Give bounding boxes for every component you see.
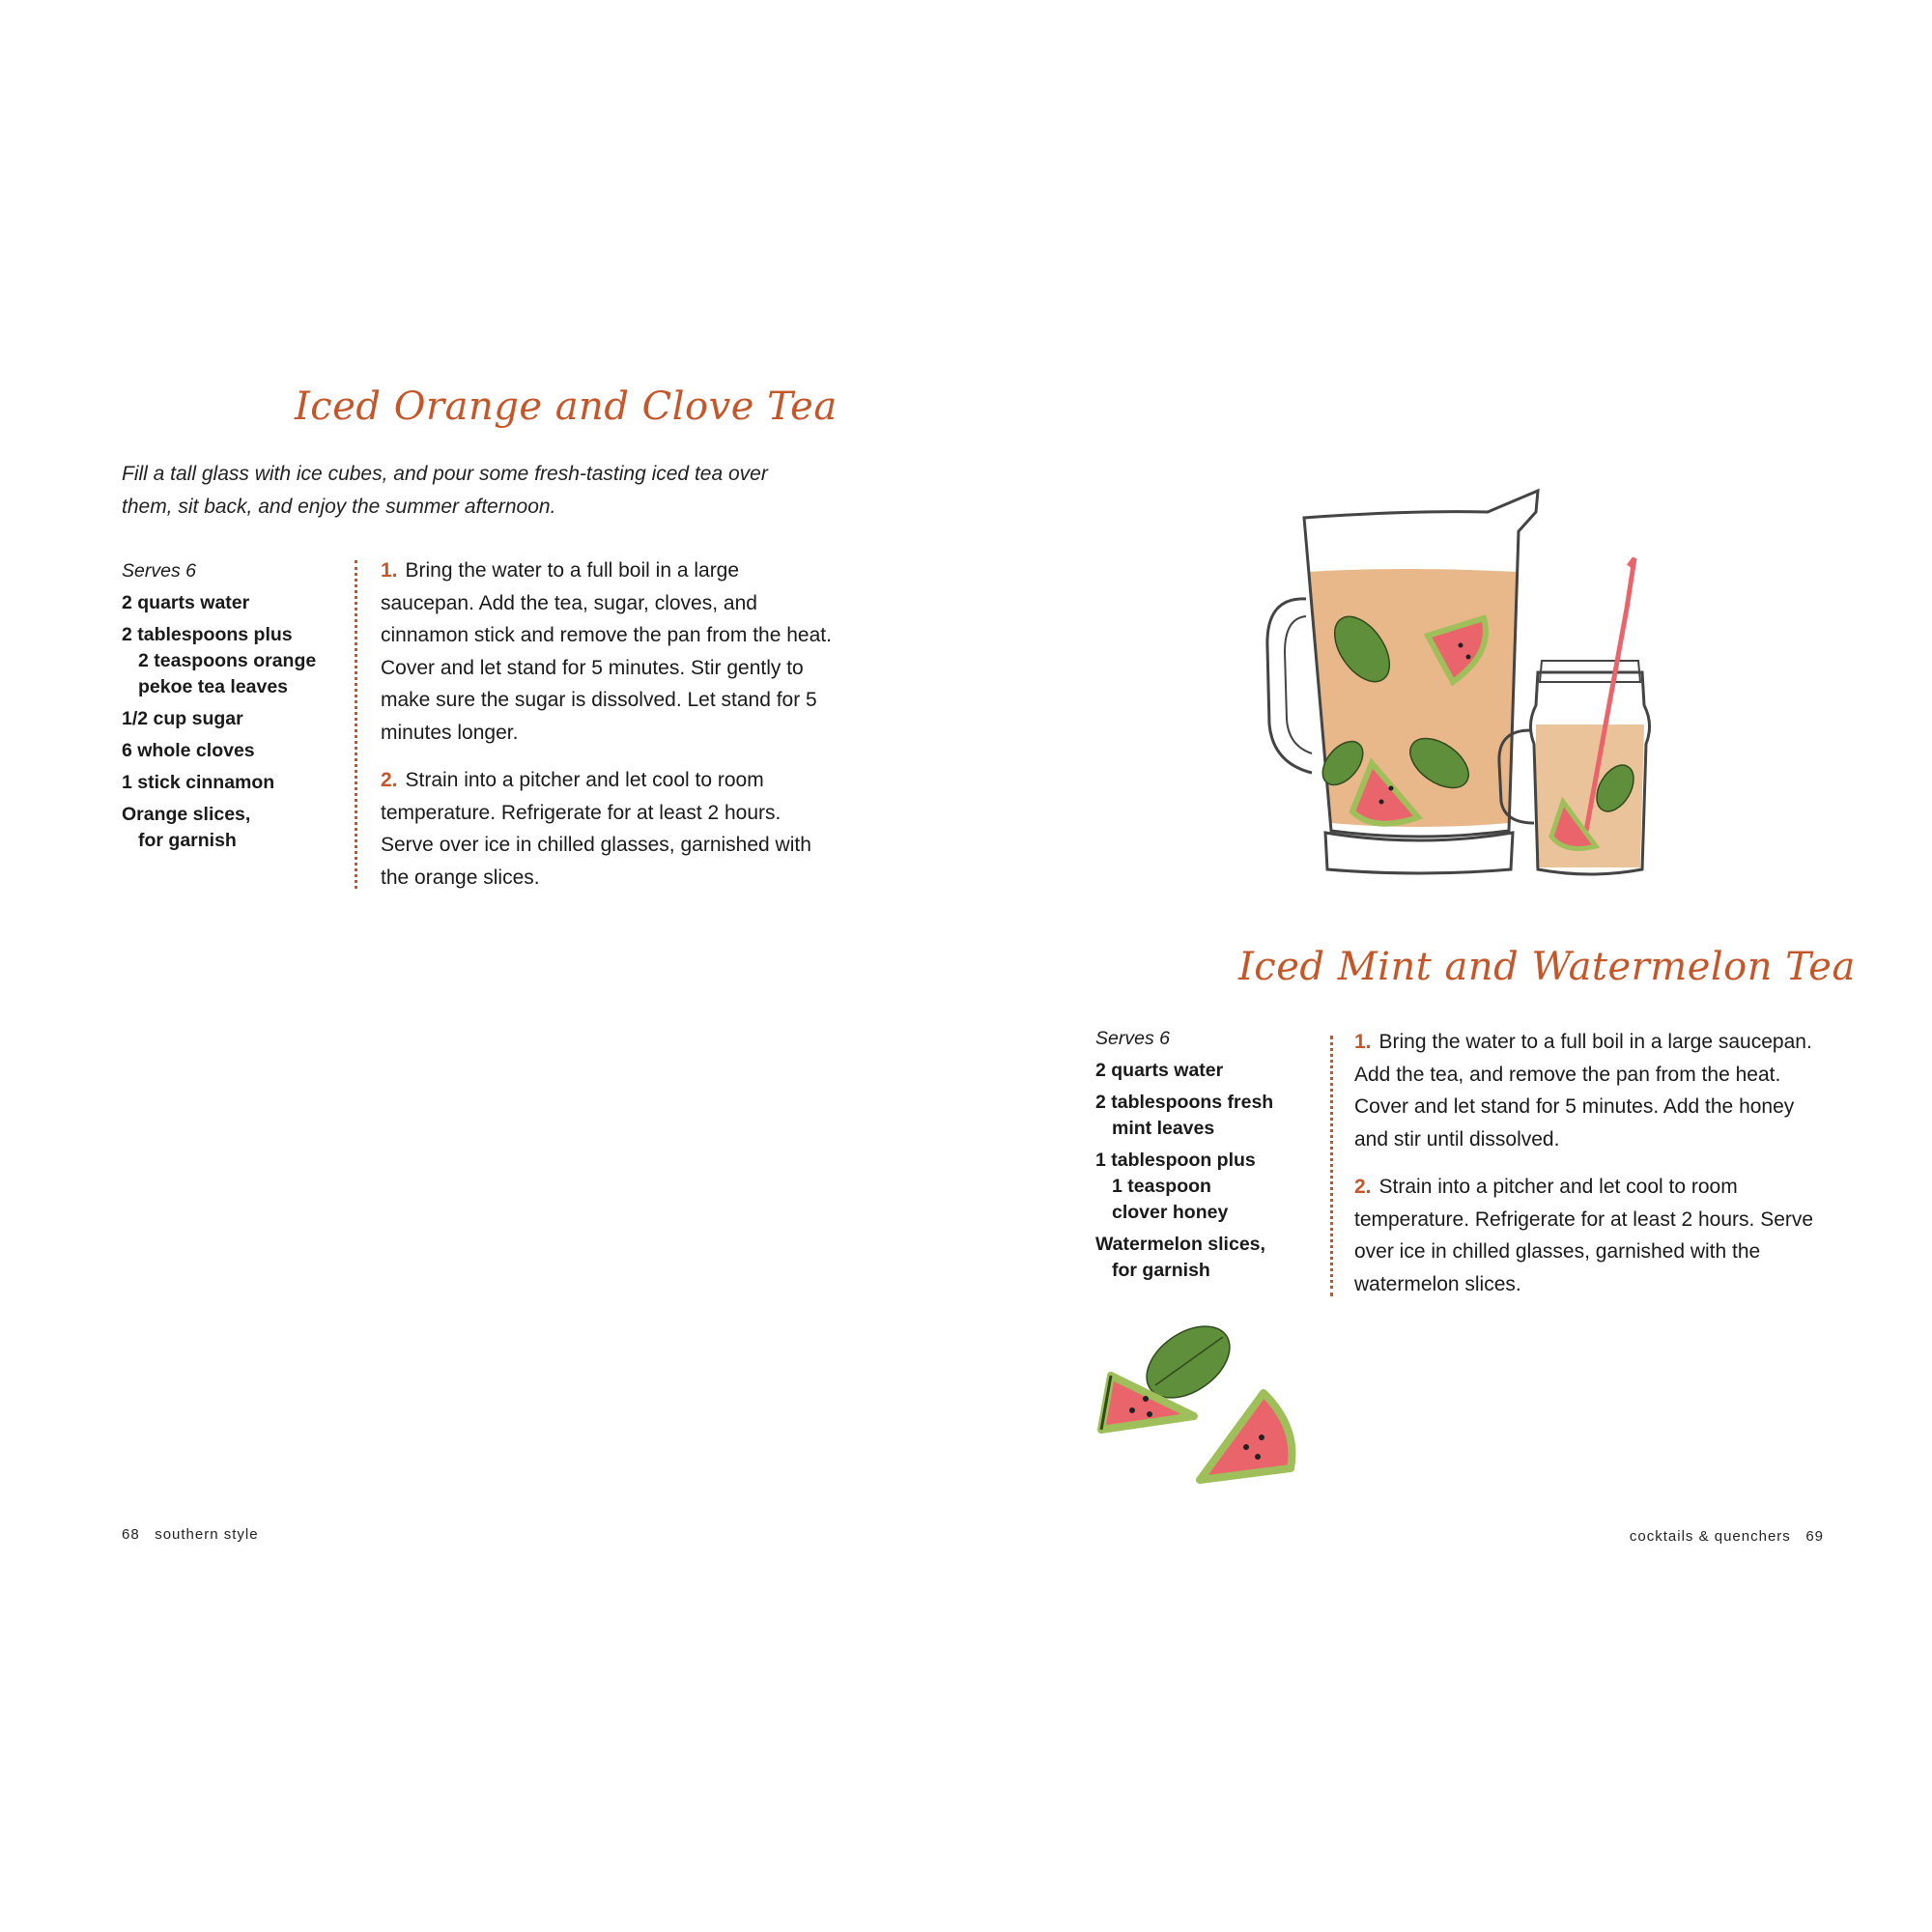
ingredient-list-right xyxy=(1095,1026,1327,1290)
ingredient-list-left xyxy=(122,558,344,860)
intro-line: them, sit back, and enjoy the summer afternoon. xyxy=(122,496,556,518)
ingredient-item: 2 tablespoons plus 2 teaspoons orange pekoe tea leaves xyxy=(122,624,317,697)
intro-line: Fill a tall glass with ice cubes, and pour some fresh-tasting iced tea over xyxy=(122,463,768,485)
section-name: southern style xyxy=(155,1526,259,1543)
serves-label: Serves 6 xyxy=(1095,1028,1170,1049)
recipe-intro xyxy=(122,458,856,524)
ingredient-item: 6 whole cloves xyxy=(122,740,255,761)
pitcher-and-jar-illustration xyxy=(1256,483,1662,889)
watermelon-mint-illustration xyxy=(1092,1316,1314,1490)
ingredient-item: 1 tablespoon plus 1 teaspoon clover honey xyxy=(1095,1150,1256,1223)
method-step: 2. Strain into a pitcher and let cool to room temperature. Refrigerate for at least 2 hours. Serve over ice in chilled glasses, garnished with the orange slices. xyxy=(381,769,811,889)
dotted-divider xyxy=(1330,1036,1333,1296)
ingredient-item: 2 quarts water xyxy=(122,592,250,613)
ingredient-item: 1/2 cup sugar xyxy=(122,708,243,729)
method-steps-right xyxy=(1354,1026,1828,1316)
page-number: 68 xyxy=(122,1526,140,1543)
section-name: cocktails & quenchers xyxy=(1629,1528,1791,1545)
method-step: 2. Strain into a pitcher and let cool to room temperature. Refrigerate for at least 2 hours. Serve over ice in chilled glasses, garnished with the watermelon slices. xyxy=(1354,1176,1814,1295)
method-step: 1. Bring the water to a full boil in a large saucepan. Add the tea, sugar, cloves, and cinnamon stick and remove the pan from the heat. Cover and let stand for 5 minutes. Stir gently to make sure the sugar is dissolved. Let stand for 5 minutes longer. xyxy=(381,559,832,744)
ingredient-item: 2 quarts water xyxy=(1095,1060,1224,1081)
method-step: 1. Bring the water to a full boil in a large saucepan. Add the tea, and remove the pan from the heat. Cover and let stand for 5 minutes. Add the honey and stir until dissolved. xyxy=(1354,1031,1812,1151)
serves-label: Serves 6 xyxy=(122,560,196,582)
recipe-title-mint-watermelon: Iced Mint and Watermelon Tea xyxy=(1238,945,1856,989)
ingredient-item: 1 stick cinnamon xyxy=(122,772,275,793)
watermelon-slice-icon xyxy=(1200,1393,1292,1480)
folio-right xyxy=(1630,1528,1824,1545)
ingredient-item: 2 tablespoons fresh mint leaves xyxy=(1095,1092,1274,1139)
ingredient-item: Orange slices, for garnish xyxy=(122,804,251,851)
page-number: 69 xyxy=(1805,1528,1824,1545)
folio-left xyxy=(122,1526,259,1543)
ingredient-item: Watermelon slices, for garnish xyxy=(1095,1234,1265,1281)
dotted-divider xyxy=(355,560,357,889)
method-steps-left xyxy=(381,554,835,909)
recipe-title-orange-clove: Iced Orange and Clove Tea xyxy=(295,384,838,429)
